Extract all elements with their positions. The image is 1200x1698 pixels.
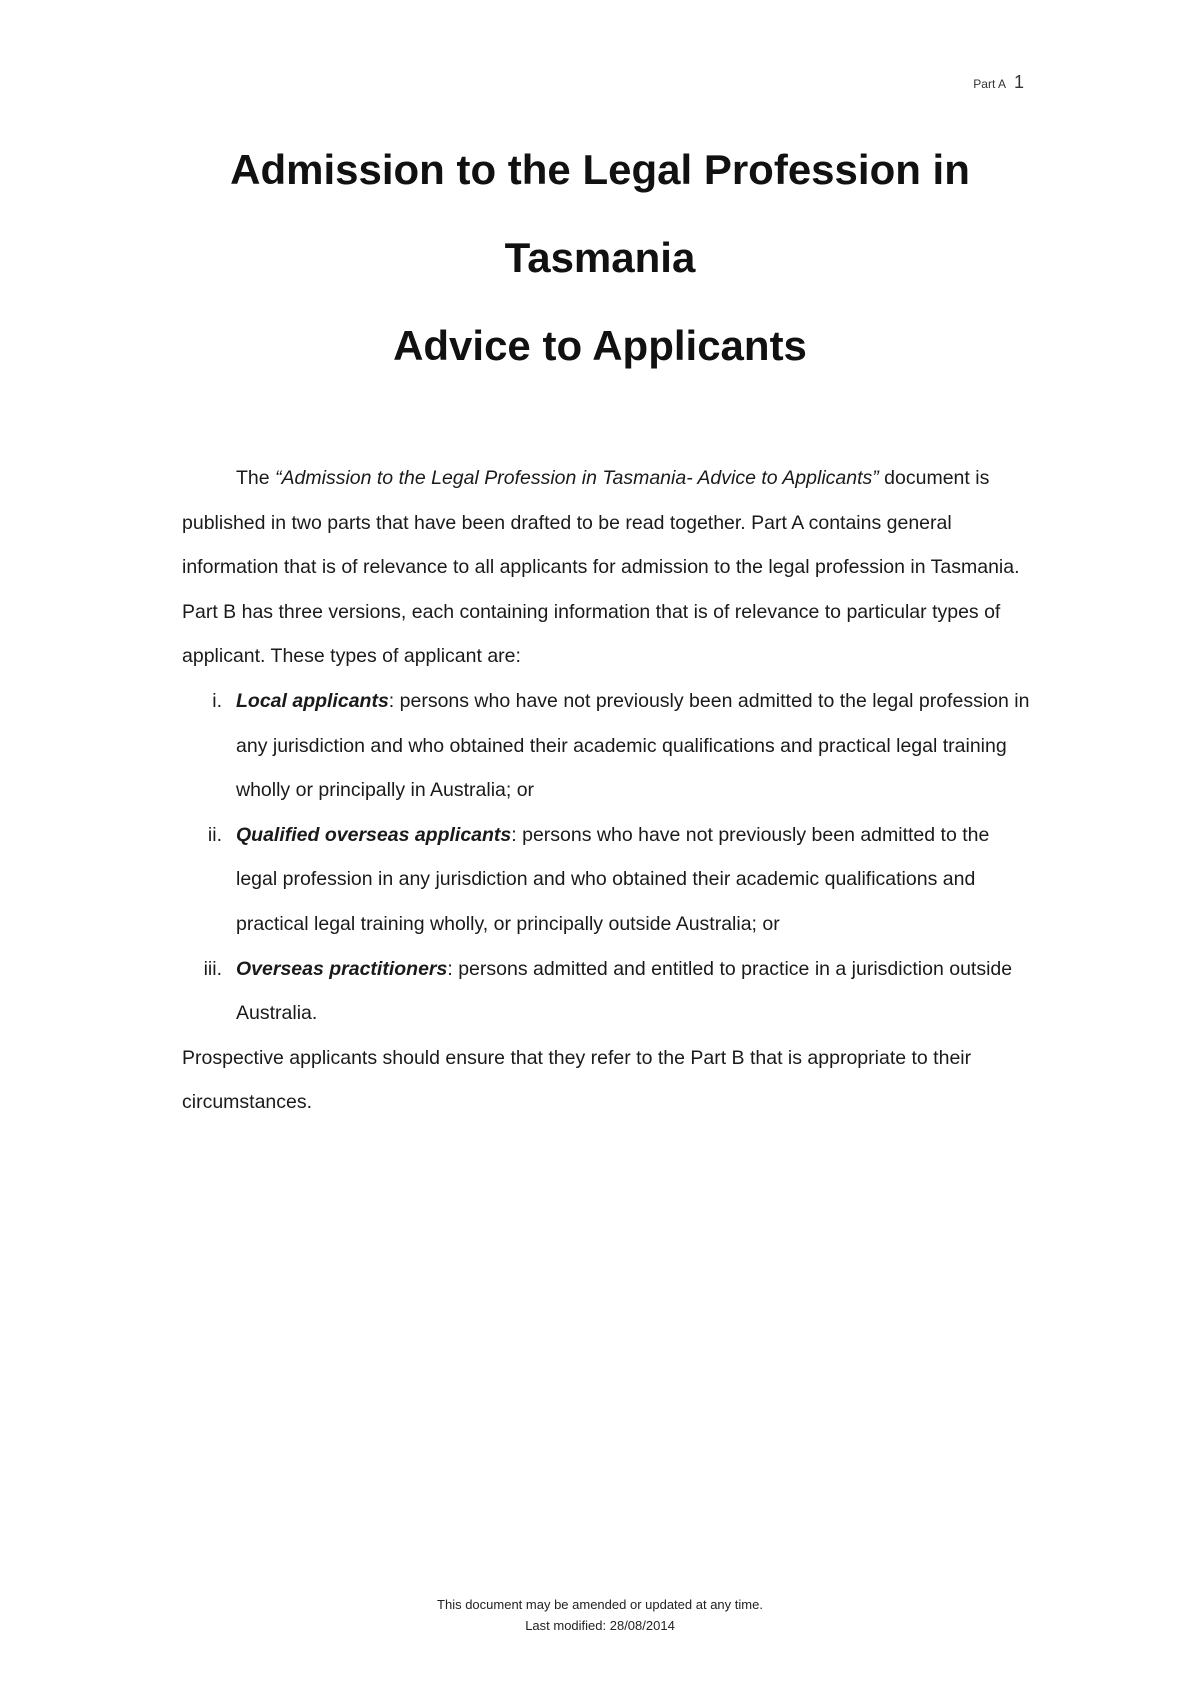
list-item xyxy=(182,813,1032,947)
intro-lead: The xyxy=(236,467,276,489)
document-body xyxy=(182,456,1032,1125)
intro-document-name: “Admission to the Legal Profession in Tasmania- Advice to Applicants” xyxy=(275,467,879,489)
closing-paragraph: Prospective applicants should ensure that they refer to the Part B that is appropriate to their circumstances. xyxy=(182,1046,972,1114)
applicant-type-term: Local applicants xyxy=(236,689,389,712)
list-item xyxy=(182,679,1032,813)
footer-notice: This document may be amended or updated at any time. xyxy=(437,1597,763,1612)
page-footer xyxy=(0,1594,1200,1636)
applicant-type-description: : persons who have not previously been admitted to the legal profession in any jurisdiction and who obtained their academic qualifications and practical legal training wholly, or principally outside Australia; or xyxy=(236,823,990,935)
intro-rest: document is published in two parts that have been drafted to be read together. Part A contains general information that is of relevance to all applicants for admission to the legal profession in Tasmania. Part B has three versions, each containing information that is of relevance to particular types of applicant. These types of applicant are: xyxy=(182,467,1020,668)
applicant-type-list xyxy=(182,679,1032,1036)
applicant-type-description: : persons admitted and entitled to practice in a jurisdiction outside Australia. xyxy=(236,957,1013,1025)
list-numeral: ii. xyxy=(207,823,222,846)
title-line-2: Tasmania xyxy=(504,234,696,281)
document-title xyxy=(0,140,1200,376)
title-line-1: Admission to the Legal Profession in xyxy=(230,146,970,193)
page-number: 1 xyxy=(1013,72,1024,92)
applicant-type-term: Qualified overseas applicants xyxy=(236,823,512,846)
list-item xyxy=(182,947,1032,1036)
part-label: Part A xyxy=(973,77,1006,91)
applicant-type-term: Overseas practitioners xyxy=(236,957,448,980)
page-header xyxy=(973,72,1024,93)
footer-last-modified: Last modified: 28/08/2014 xyxy=(525,1618,675,1633)
title-line-3: Advice to Applicants xyxy=(393,322,807,369)
intro-paragraph xyxy=(182,456,1032,679)
list-numeral: iii. xyxy=(203,957,222,980)
applicant-type-description: : persons who have not previously been admitted to the legal profession in any jurisdiction and who obtained their academic qualifications and practical legal training wholly or principally in Australia; or xyxy=(236,689,1030,802)
list-numeral: i. xyxy=(212,689,222,712)
